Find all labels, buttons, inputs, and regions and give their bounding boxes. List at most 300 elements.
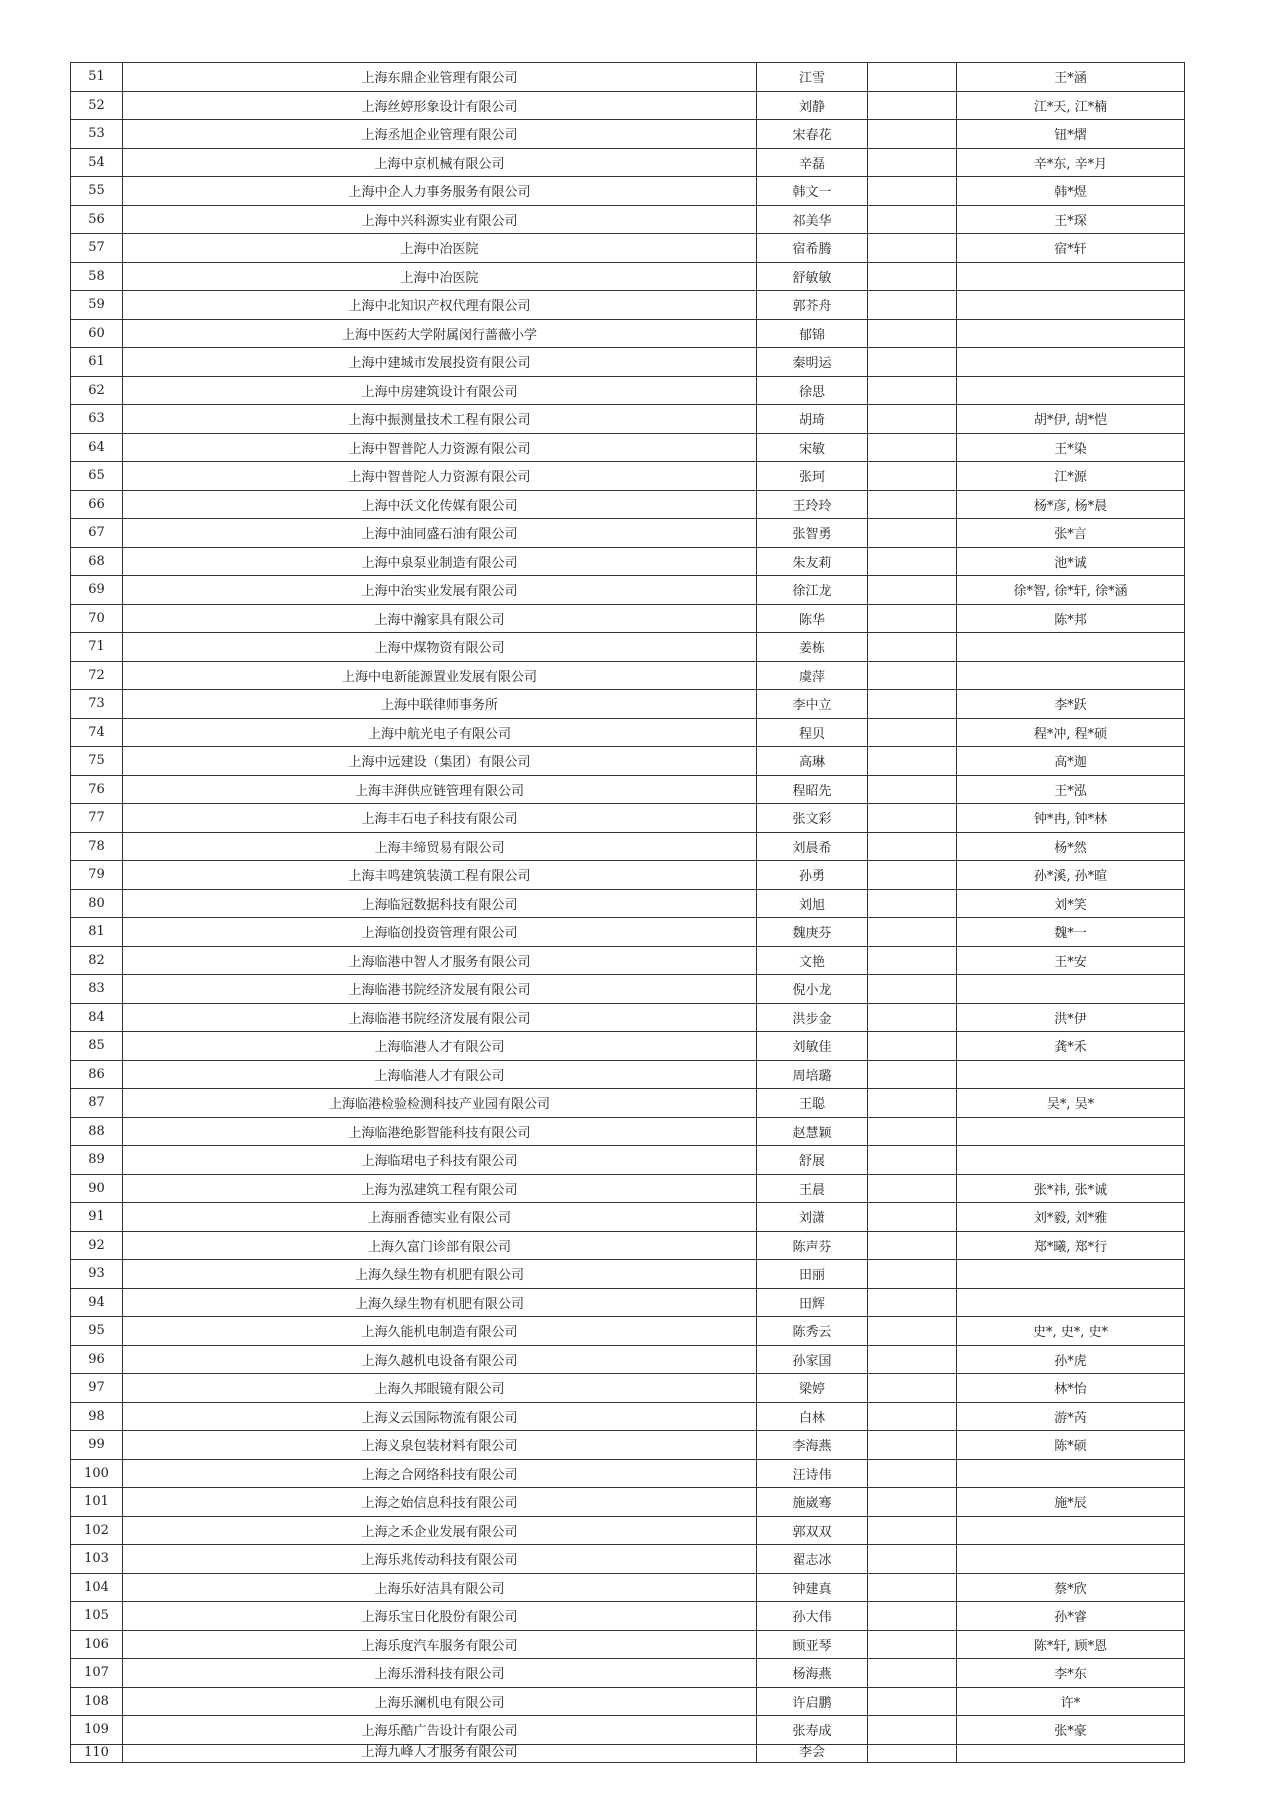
children-names: 史*, 史*, 史*	[957, 1317, 1185, 1346]
blank-cell	[868, 433, 957, 462]
children-names: 杨*彦, 杨*晨	[957, 490, 1185, 519]
table-row	[71, 1089, 1185, 1118]
employee-name: 郭双双	[757, 1516, 868, 1545]
blank-cell	[868, 547, 957, 576]
employee-name: 翟志冰	[757, 1545, 868, 1574]
row-number: 64	[71, 433, 123, 462]
blank-cell	[868, 1374, 957, 1403]
employee-name: 汪诗伟	[757, 1459, 868, 1488]
table-row	[71, 1003, 1185, 1032]
children-names	[957, 1459, 1185, 1488]
children-names: 孙*睿	[957, 1602, 1185, 1631]
company-name: 上海中瀚家具有限公司	[123, 604, 757, 633]
blank-cell	[868, 1630, 957, 1659]
children-names: 蔡*欣	[957, 1573, 1185, 1602]
row-number: 70	[71, 604, 123, 633]
table-row	[71, 1203, 1185, 1232]
table-row	[71, 775, 1185, 804]
employee-name: 徐思	[757, 376, 868, 405]
table-row	[71, 519, 1185, 548]
employee-name: 周培璐	[757, 1060, 868, 1089]
blank-cell	[868, 1060, 957, 1089]
employee-name: 倪小龙	[757, 975, 868, 1004]
company-name: 上海中煤物资有限公司	[123, 633, 757, 662]
children-names	[957, 348, 1185, 377]
row-number: 63	[71, 405, 123, 434]
employee-name: 朱友莉	[757, 547, 868, 576]
table-row	[71, 1716, 1185, 1745]
row-number: 58	[71, 262, 123, 291]
row-number: 82	[71, 946, 123, 975]
children-names: 陈*轩, 顾*恩	[957, 1630, 1185, 1659]
table-row	[71, 1174, 1185, 1203]
table-row	[71, 718, 1185, 747]
row-number: 96	[71, 1345, 123, 1374]
children-names: 林*怡	[957, 1374, 1185, 1403]
table-row	[71, 1317, 1185, 1346]
company-name: 上海中京机械有限公司	[123, 148, 757, 177]
employee-name: 祁美华	[757, 205, 868, 234]
company-name: 上海为泓建筑工程有限公司	[123, 1174, 757, 1203]
company-name: 上海临港书院经济发展有限公司	[123, 975, 757, 1004]
company-name: 上海中沃文化传媒有限公司	[123, 490, 757, 519]
company-name: 上海丰石电子科技有限公司	[123, 804, 757, 833]
row-number: 56	[71, 205, 123, 234]
children-names: 徐*智, 徐*轩, 徐*涵	[957, 576, 1185, 605]
children-names: 高*迦	[957, 747, 1185, 776]
employee-name: 胡琦	[757, 405, 868, 434]
row-number: 65	[71, 462, 123, 491]
children-names: 程*冲, 程*硕	[957, 718, 1185, 747]
row-number: 88	[71, 1117, 123, 1146]
employee-name: 赵慧颖	[757, 1117, 868, 1146]
blank-cell	[868, 1516, 957, 1545]
table-row	[71, 1545, 1185, 1574]
children-names: 李*东	[957, 1659, 1185, 1688]
company-name: 上海乐兆传动科技有限公司	[123, 1545, 757, 1574]
children-names: 张*豪	[957, 1716, 1185, 1745]
blank-cell	[868, 1203, 957, 1232]
row-number: 61	[71, 348, 123, 377]
table-row	[71, 1231, 1185, 1260]
children-names: 钮*熠	[957, 120, 1185, 149]
children-names	[957, 291, 1185, 320]
row-number: 59	[71, 291, 123, 320]
blank-cell	[868, 604, 957, 633]
employee-name: 刘敏佳	[757, 1032, 868, 1061]
employee-name: 刘晨希	[757, 832, 868, 861]
company-name: 上海临冠数据科技有限公司	[123, 889, 757, 918]
blank-cell	[868, 405, 957, 434]
document-page	[70, 62, 1184, 1763]
row-number: 98	[71, 1402, 123, 1431]
row-number: 104	[71, 1573, 123, 1602]
employee-name: 杨海燕	[757, 1659, 868, 1688]
company-name: 上海中北知识产权代理有限公司	[123, 291, 757, 320]
row-number: 73	[71, 690, 123, 719]
roster-table	[70, 62, 1185, 1763]
blank-cell	[868, 576, 957, 605]
blank-cell	[868, 490, 957, 519]
blank-cell	[868, 1602, 957, 1631]
company-name: 上海久绿生物有机肥有限公司	[123, 1260, 757, 1289]
blank-cell	[868, 1288, 957, 1317]
employee-name: 钟建真	[757, 1573, 868, 1602]
employee-name: 张寿成	[757, 1716, 868, 1745]
row-number: 55	[71, 177, 123, 206]
table-row	[71, 234, 1185, 263]
children-names	[957, 975, 1185, 1004]
employee-name: 张智勇	[757, 519, 868, 548]
blank-cell	[868, 1146, 957, 1175]
employee-name: 刘潇	[757, 1203, 868, 1232]
children-names: 陈*邦	[957, 604, 1185, 633]
row-number: 60	[71, 319, 123, 348]
children-names	[957, 1545, 1185, 1574]
table-row	[71, 1402, 1185, 1431]
blank-cell	[868, 889, 957, 918]
employee-name: 洪步金	[757, 1003, 868, 1032]
children-names: 杨*然	[957, 832, 1185, 861]
blank-cell	[868, 690, 957, 719]
row-number: 97	[71, 1374, 123, 1403]
row-number: 78	[71, 832, 123, 861]
employee-name: 舒展	[757, 1146, 868, 1175]
children-names	[957, 633, 1185, 662]
company-name: 上海中联律师事务所	[123, 690, 757, 719]
blank-cell	[868, 205, 957, 234]
children-names: 江*源	[957, 462, 1185, 491]
table-row	[71, 319, 1185, 348]
blank-cell	[868, 1687, 957, 1716]
row-number: 68	[71, 547, 123, 576]
table-row	[71, 1687, 1185, 1716]
table-row	[71, 1602, 1185, 1631]
employee-name: 刘旭	[757, 889, 868, 918]
employee-name: 白林	[757, 1402, 868, 1431]
blank-cell	[868, 1716, 957, 1745]
row-number: 54	[71, 148, 123, 177]
table-row	[71, 576, 1185, 605]
company-name: 上海之禾企业发展有限公司	[123, 1516, 757, 1545]
company-name: 上海临创投资管理有限公司	[123, 918, 757, 947]
row-number: 69	[71, 576, 123, 605]
row-number: 79	[71, 861, 123, 890]
children-names	[957, 1117, 1185, 1146]
children-names: 刘*笑	[957, 889, 1185, 918]
table-row	[71, 1573, 1185, 1602]
blank-cell	[868, 946, 957, 975]
blank-cell	[868, 262, 957, 291]
row-number: 94	[71, 1288, 123, 1317]
children-names: 陈*硕	[957, 1431, 1185, 1460]
company-name: 上海久邦眼镜有限公司	[123, 1374, 757, 1403]
children-names: 辛*东, 辛*月	[957, 148, 1185, 177]
table-row	[71, 690, 1185, 719]
row-number: 93	[71, 1260, 123, 1289]
row-number: 85	[71, 1032, 123, 1061]
employee-name: 刘静	[757, 91, 868, 120]
blank-cell	[868, 1402, 957, 1431]
company-name: 上海乐宝日化股份有限公司	[123, 1602, 757, 1631]
table-row	[71, 91, 1185, 120]
row-number: 87	[71, 1089, 123, 1118]
employee-name: 姜栋	[757, 633, 868, 662]
row-number: 77	[71, 804, 123, 833]
employee-name: 舒敏敏	[757, 262, 868, 291]
company-name: 上海乐滑科技有限公司	[123, 1659, 757, 1688]
row-number: 51	[71, 63, 123, 92]
row-number: 76	[71, 775, 123, 804]
company-name: 上海之合网络科技有限公司	[123, 1459, 757, 1488]
children-names: 龚*禾	[957, 1032, 1185, 1061]
table-row	[71, 433, 1185, 462]
company-name: 上海中油同盛石油有限公司	[123, 519, 757, 548]
blank-cell	[868, 376, 957, 405]
children-names: 江*天, 江*楠	[957, 91, 1185, 120]
employee-name: 高琳	[757, 747, 868, 776]
row-number: 86	[71, 1060, 123, 1089]
blank-cell	[868, 291, 957, 320]
company-name: 上海久越机电设备有限公司	[123, 1345, 757, 1374]
row-number: 108	[71, 1687, 123, 1716]
row-number: 57	[71, 234, 123, 263]
blank-cell	[868, 747, 957, 776]
table-row	[71, 1374, 1185, 1403]
table-row	[71, 1060, 1185, 1089]
table-row	[71, 1659, 1185, 1688]
row-number: 66	[71, 490, 123, 519]
children-names: 孙*溪, 孙*暄	[957, 861, 1185, 890]
blank-cell	[868, 63, 957, 92]
children-names: 孙*虎	[957, 1345, 1185, 1374]
row-number: 106	[71, 1630, 123, 1659]
company-name: 上海义泉包装材料有限公司	[123, 1431, 757, 1460]
blank-cell	[868, 462, 957, 491]
employee-name: 许启鹏	[757, 1687, 868, 1716]
employee-name: 郭芥舟	[757, 291, 868, 320]
table-row	[71, 633, 1185, 662]
employee-name: 施崴骞	[757, 1488, 868, 1517]
children-names	[957, 1146, 1185, 1175]
company-name: 上海临港书院经济发展有限公司	[123, 1003, 757, 1032]
table-row	[71, 262, 1185, 291]
employee-name: 辛磊	[757, 148, 868, 177]
table-row	[71, 861, 1185, 890]
row-number: 101	[71, 1488, 123, 1517]
blank-cell	[868, 1573, 957, 1602]
table-row	[71, 918, 1185, 947]
employee-name: 王聪	[757, 1089, 868, 1118]
company-name: 上海义云国际物流有限公司	[123, 1402, 757, 1431]
employee-name: 郁锦	[757, 319, 868, 348]
company-name: 上海临港检验检测科技产业园有限公司	[123, 1089, 757, 1118]
row-number: 102	[71, 1516, 123, 1545]
table-row	[71, 462, 1185, 491]
employee-name: 王玲玲	[757, 490, 868, 519]
children-names: 许*	[957, 1687, 1185, 1716]
company-name: 上海中冶医院	[123, 262, 757, 291]
table-row	[71, 1630, 1185, 1659]
table-row	[71, 1516, 1185, 1545]
table-row	[71, 1288, 1185, 1317]
blank-cell	[868, 1032, 957, 1061]
blank-cell	[868, 861, 957, 890]
employee-name: 田辉	[757, 1288, 868, 1317]
children-names: 郑*曦, 郑*行	[957, 1231, 1185, 1260]
row-number: 89	[71, 1146, 123, 1175]
table-row	[71, 205, 1185, 234]
table-row	[71, 604, 1185, 633]
company-name: 上海中医药大学附属闵行蔷薇小学	[123, 319, 757, 348]
blank-cell	[868, 91, 957, 120]
company-name: 上海东鼎企业管理有限公司	[123, 63, 757, 92]
children-names	[957, 1744, 1185, 1762]
company-name: 上海中企人力事务服务有限公司	[123, 177, 757, 206]
employee-name: 江雪	[757, 63, 868, 92]
employee-name: 程昭先	[757, 775, 868, 804]
children-names: 王*涵	[957, 63, 1185, 92]
row-number: 109	[71, 1716, 123, 1745]
blank-cell	[868, 804, 957, 833]
row-number: 84	[71, 1003, 123, 1032]
row-number: 95	[71, 1317, 123, 1346]
children-names	[957, 376, 1185, 405]
employee-name: 程贝	[757, 718, 868, 747]
company-name: 上海临港绝影智能科技有限公司	[123, 1117, 757, 1146]
company-name: 上海久绿生物有机肥有限公司	[123, 1288, 757, 1317]
table-row	[71, 889, 1185, 918]
table-row	[71, 148, 1185, 177]
blank-cell	[868, 1345, 957, 1374]
blank-cell	[868, 975, 957, 1004]
children-names: 吴*, 吴*	[957, 1089, 1185, 1118]
table-row	[71, 747, 1185, 776]
blank-cell	[868, 633, 957, 662]
children-names: 宿*轩	[957, 234, 1185, 263]
employee-name: 张文彩	[757, 804, 868, 833]
row-number: 103	[71, 1545, 123, 1574]
table-row	[71, 1459, 1185, 1488]
table-row	[71, 1488, 1185, 1517]
table-row	[71, 1431, 1185, 1460]
table-row	[71, 376, 1185, 405]
blank-cell	[868, 319, 957, 348]
row-number: 90	[71, 1174, 123, 1203]
company-name: 上海乐澜机电有限公司	[123, 1687, 757, 1716]
children-names: 韩*煜	[957, 177, 1185, 206]
blank-cell	[868, 148, 957, 177]
company-name: 上海丽香德实业有限公司	[123, 1203, 757, 1232]
company-name: 上海中治实业发展有限公司	[123, 576, 757, 605]
children-names	[957, 1288, 1185, 1317]
employee-name: 徐江龙	[757, 576, 868, 605]
row-number: 72	[71, 661, 123, 690]
company-name: 上海临珺电子科技有限公司	[123, 1146, 757, 1175]
company-name: 上海乐酷广告设计有限公司	[123, 1716, 757, 1745]
row-number: 100	[71, 1459, 123, 1488]
table-row	[71, 1032, 1185, 1061]
blank-cell	[868, 1003, 957, 1032]
children-names	[957, 262, 1185, 291]
blank-cell	[868, 234, 957, 263]
table-row	[71, 490, 1185, 519]
row-number: 80	[71, 889, 123, 918]
children-names: 刘*毅, 刘*雅	[957, 1203, 1185, 1232]
employee-name: 虞萍	[757, 661, 868, 690]
row-number: 92	[71, 1231, 123, 1260]
row-number: 83	[71, 975, 123, 1004]
company-name: 上海临港中智人才服务有限公司	[123, 946, 757, 975]
blank-cell	[868, 718, 957, 747]
children-names	[957, 319, 1185, 348]
company-name: 上海之始信息科技有限公司	[123, 1488, 757, 1517]
table-row	[71, 1260, 1185, 1289]
blank-cell	[868, 1174, 957, 1203]
children-names: 钟*冉, 钟*林	[957, 804, 1185, 833]
employee-name: 魏庚芬	[757, 918, 868, 947]
employee-name: 陈华	[757, 604, 868, 633]
blank-cell	[868, 1231, 957, 1260]
children-names: 张*祎, 张*诚	[957, 1174, 1185, 1203]
employee-name: 孙大伟	[757, 1602, 868, 1631]
row-number: 81	[71, 918, 123, 947]
blank-cell	[868, 120, 957, 149]
row-number: 74	[71, 718, 123, 747]
row-number: 52	[71, 91, 123, 120]
employee-name: 顾亚琴	[757, 1630, 868, 1659]
employee-name: 宿希腾	[757, 234, 868, 263]
employee-name: 孙勇	[757, 861, 868, 890]
children-names	[957, 1516, 1185, 1545]
children-names: 王*泓	[957, 775, 1185, 804]
row-number: 99	[71, 1431, 123, 1460]
children-names: 王*安	[957, 946, 1185, 975]
employee-name: 秦明运	[757, 348, 868, 377]
company-name: 上海中智普陀人力资源有限公司	[123, 433, 757, 462]
company-name: 上海中电新能源置业发展有限公司	[123, 661, 757, 690]
children-names	[957, 661, 1185, 690]
company-name: 上海乐度汽车服务有限公司	[123, 1630, 757, 1659]
children-names: 池*诚	[957, 547, 1185, 576]
table-row	[71, 120, 1185, 149]
company-name: 上海中远建设（集团）有限公司	[123, 747, 757, 776]
blank-cell	[868, 661, 957, 690]
company-name: 上海中房建筑设计有限公司	[123, 376, 757, 405]
table-row	[71, 1744, 1185, 1762]
row-number: 75	[71, 747, 123, 776]
employee-name: 文艳	[757, 946, 868, 975]
children-names	[957, 1260, 1185, 1289]
table-row	[71, 291, 1185, 320]
children-names: 李*跃	[957, 690, 1185, 719]
row-number: 110	[71, 1744, 123, 1762]
table-row	[71, 1345, 1185, 1374]
table-row	[71, 946, 1185, 975]
blank-cell	[868, 1317, 957, 1346]
company-name: 上海久富门诊部有限公司	[123, 1231, 757, 1260]
company-name: 上海临港人才有限公司	[123, 1060, 757, 1089]
row-number: 53	[71, 120, 123, 149]
children-names: 胡*伊, 胡*恺	[957, 405, 1185, 434]
company-name: 上海九峰人才服务有限公司	[123, 1744, 757, 1762]
table-row	[71, 661, 1185, 690]
row-number: 105	[71, 1602, 123, 1631]
employee-name: 梁婷	[757, 1374, 868, 1403]
blank-cell	[868, 1431, 957, 1460]
table-row	[71, 1117, 1185, 1146]
company-name: 上海中兴科源实业有限公司	[123, 205, 757, 234]
